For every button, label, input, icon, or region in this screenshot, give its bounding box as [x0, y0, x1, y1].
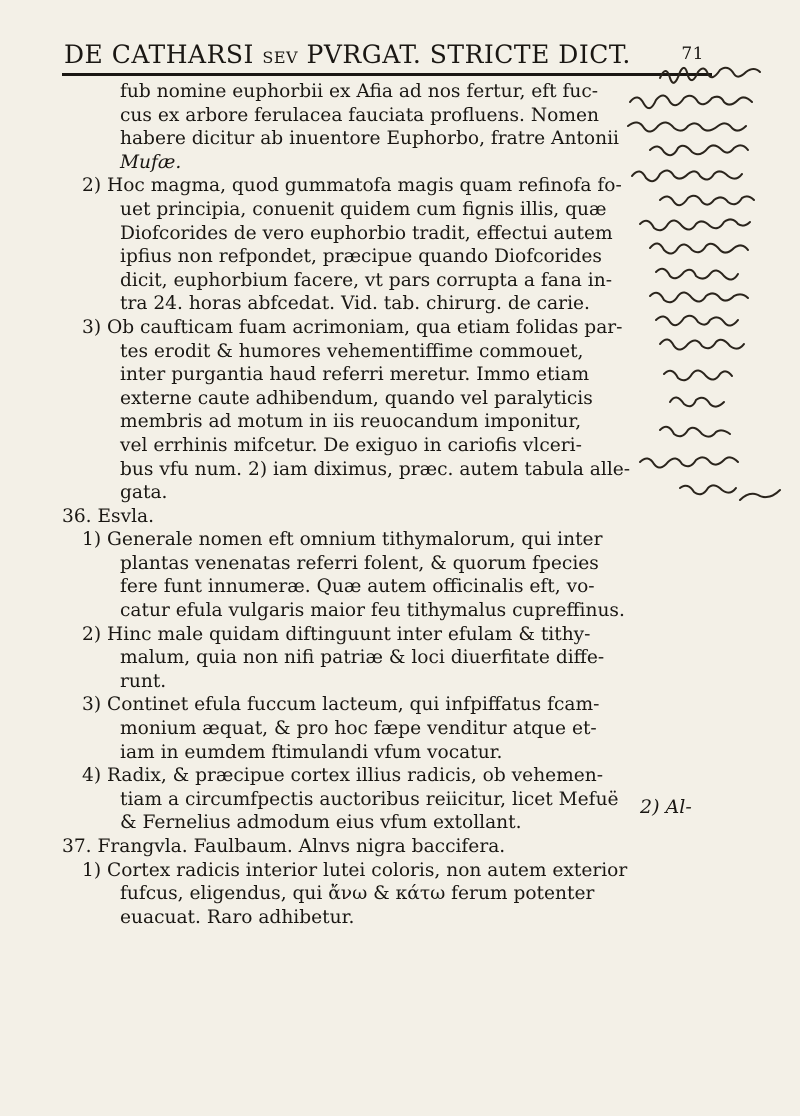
- text-line: catur efula vulgaris maior feu tithymalus cupreffinus.: [120, 600, 625, 622]
- header-title: DE CATHARSI: [64, 40, 254, 69]
- text-line: tes erodit & humores vehementiffime commouet,: [120, 340, 584, 362]
- section-heading: 37. Frangvla. Faulbaum. Alnvs nigra baccifera.: [62, 836, 506, 857]
- text-line: runt.: [120, 670, 167, 692]
- text-line: iam in eumdem ftimulandi vfum vocatur.: [120, 741, 503, 763]
- text-line: habere dicitur ab inuentore Euphorbo, fratre Antonii: [120, 128, 619, 150]
- text-line: tiam a circumfpectis auctoribus reiicitur, licet Mefuë: [120, 788, 619, 810]
- text-line: monium æquat, & pro hoc fæpe venditur atque et-: [120, 718, 597, 740]
- text-line: fere funt innumeræ. Quæ autem officinalis eft, vo-: [120, 576, 595, 598]
- text-line: gata.: [120, 482, 168, 504]
- text-line: Diofcorides de vero euphorbio tradit, effectui autem: [120, 222, 613, 244]
- text-line: tra 24. horas abfcedat. Vid. tab. chirurg. de carie.: [120, 293, 590, 315]
- text-line: dicit, euphorbium facere, vt pars corrupta a fana in-: [120, 269, 612, 291]
- text-line: externe caute adhibendum, quando vel paralyticis: [120, 387, 593, 409]
- text-line: fub nomine euphorbii ex Afia ad nos fertur, eft fuc-: [120, 81, 599, 102]
- text-line: fufcus, eligendus, qui ἄνω & κάτω ferum potenter: [120, 883, 595, 905]
- text-line: cus ex arbore ferulacea fauciata profluens. Nomen: [120, 104, 599, 126]
- text-line: 3) Continet efula fuccum lacteum, qui infpiffatus fcam-: [82, 694, 600, 716]
- running-header: [64, 40, 704, 69]
- text-line: plantas venenatas referri folent, & quorum fpecies: [120, 552, 599, 574]
- text-line: 3) Ob caufticam fuam acrimoniam, qua etiam folidas par-: [82, 316, 623, 338]
- text-line: Mufæ.: [120, 151, 182, 173]
- text-line: inter purgantia haud referri meretur. Immo etiam: [120, 364, 590, 386]
- text-line: 1) Cortex radicis interior lutei coloris, non autem exterior: [82, 859, 628, 881]
- text-line: uet principia, conuenit quidem cum fignis illis, quæ: [120, 198, 607, 220]
- text-line: euacuat. Raro adhibetur.: [120, 906, 355, 928]
- text-line: vel errhinis mifcetur. De exiguo in cariofis vlceri-: [120, 434, 582, 456]
- header-sev: SEV: [262, 48, 299, 67]
- page-number: 71: [681, 44, 704, 64]
- text-line: malum, quia non nifi patriæ & loci diuerfitate diffe-: [120, 647, 605, 669]
- text-line: & Fernelius admodum eius vfum extollant.: [120, 812, 522, 834]
- text-line: 4) Radix, & præcipue cortex illius radicis, ob vehemen-: [82, 765, 604, 787]
- text-line: ipfius non refpondet, præcipue quando Diofcorides: [120, 246, 602, 268]
- catchword: 2) Al-: [640, 796, 692, 818]
- header-title-rest: PVRGAT. STRICTE DICT.: [306, 40, 631, 69]
- text-line: 2) Hinc male quidam diftinguunt inter efulam & tithy-: [82, 623, 591, 645]
- text-line: 2) Hoc magma, quod gummatofa magis quam refinofa fo-: [82, 175, 622, 197]
- header-rule: [62, 73, 712, 76]
- text-line: bus vfu num. 2) iam diximus, præc. autem tabula alle-: [120, 458, 631, 480]
- section-heading: 36. Esvla.: [62, 505, 155, 527]
- text-line: membris ad motum in iis reuocandum imponitur,: [120, 411, 582, 433]
- text-line: 1) Generale nomen eft omnium tithymalorum, qui inter: [82, 529, 603, 551]
- handwritten-margin-note: [620, 58, 795, 648]
- handwriting-scribble-icon: [620, 58, 795, 648]
